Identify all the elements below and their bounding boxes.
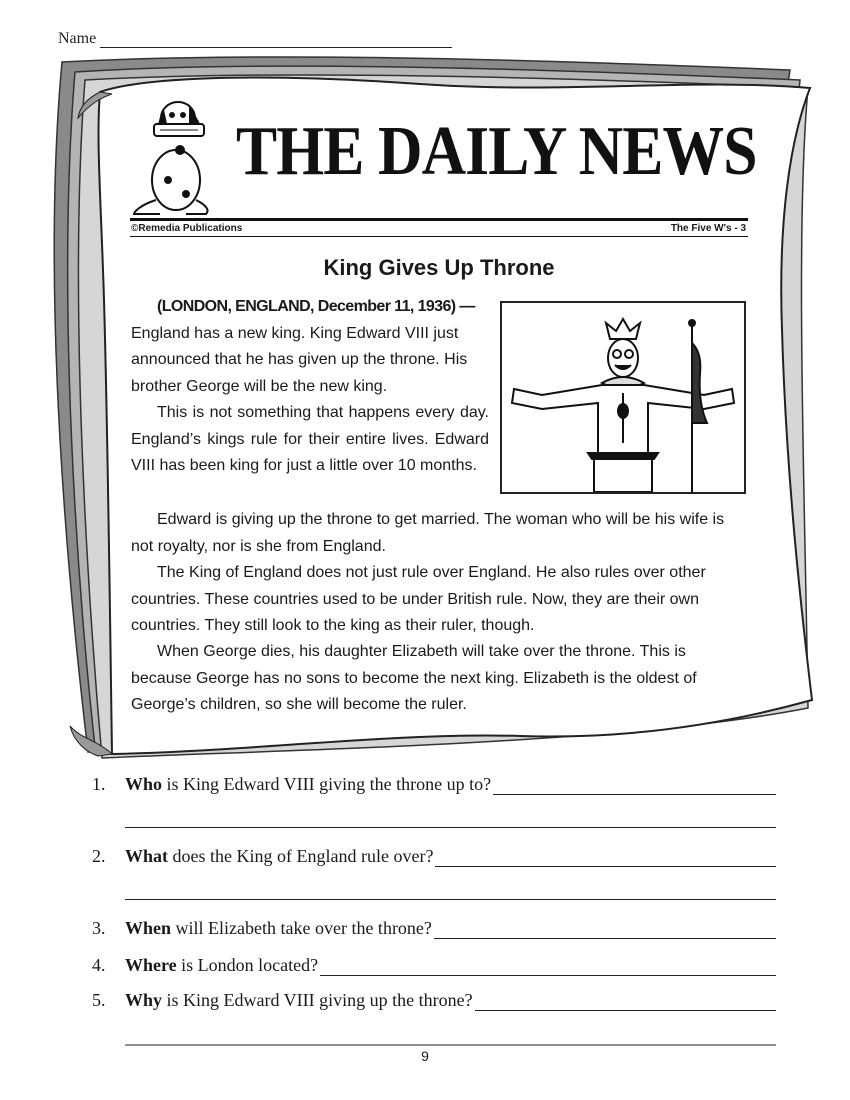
- question-text: [125, 846, 433, 867]
- masthead-rule-top: [130, 218, 748, 221]
- question-number: 3.: [92, 918, 106, 938]
- article-paragraph-1: [131, 294, 489, 400]
- answer-line[interactable]: [475, 992, 776, 1011]
- answer-line[interactable]: [493, 776, 776, 795]
- answer-line[interactable]: [125, 899, 776, 900]
- question-1: [92, 771, 776, 795]
- question-prompt: is London located?: [176, 955, 319, 975]
- question-number: 2.: [92, 846, 106, 866]
- answer-line[interactable]: [320, 957, 776, 976]
- question-text: [125, 955, 318, 976]
- page-number: 9: [421, 1048, 429, 1064]
- question-keyword: What: [125, 846, 169, 866]
- question-4: [92, 952, 776, 976]
- article-paragraph-3: Edward is giving up the throne to get married. The woman who will be his wife is not royalty, nor is she from England.: [131, 511, 725, 555]
- question-3: [92, 915, 776, 939]
- question-keyword: Who: [125, 774, 163, 794]
- question-prompt: will Elizabeth take over the throne?: [171, 918, 432, 938]
- answer-line[interactable]: [434, 920, 776, 939]
- question-text: [125, 774, 491, 795]
- paragraph-text: England has a new king. King Edward VIII just announced that he has given up the throne. His brother George will be the new king.: [131, 324, 468, 395]
- question-prompt: does the King of England rule over?: [168, 846, 434, 866]
- question-text: [125, 918, 432, 939]
- question-number: 5.: [92, 990, 106, 1010]
- article-headline: King Gives Up Throne: [323, 255, 555, 280]
- question-keyword: When: [125, 918, 172, 938]
- publisher-credit: ©Remedia Publications: [131, 223, 243, 234]
- masthead-rule-bottom: [130, 236, 748, 237]
- article-paragraph-5: When George dies, his daughter Elizabeth will take over the throne. This is because George has no sons to become the next king. Elizabeth is the oldest of George’s children, so she will become the ruler.: [131, 643, 697, 713]
- answer-line[interactable]: [125, 827, 776, 828]
- question-number: 4.: [92, 955, 106, 975]
- question-text: [125, 990, 473, 1011]
- question-prompt: is King Edward VIII giving the throne up to?: [162, 774, 492, 794]
- question-number: 1.: [92, 774, 106, 794]
- name-label: Name: [58, 30, 97, 47]
- king-at-podium-icon: [502, 303, 744, 492]
- article-dateline: (LONDON, ENGLAND, December 11, 1936) —: [157, 298, 475, 315]
- question-2: [92, 843, 776, 867]
- king-illustration: [500, 301, 746, 494]
- question-prompt: is King Edward VIII giving up the throne?: [162, 990, 473, 1010]
- article-paragraph-2: This is not something that happens every day. England’s kings rule for their entire lives. Edward VIII has been king for just a little over 10 months.: [131, 404, 489, 474]
- newspaper-title: THE DAILY NEWS: [236, 113, 757, 190]
- question-keyword: Where: [125, 955, 177, 975]
- question-5: [92, 987, 776, 1011]
- question-keyword: Why: [125, 990, 163, 1010]
- answer-line[interactable]: [435, 848, 776, 867]
- worksheet-section: The Five W's - 3: [670, 223, 746, 234]
- article-paragraph-4: The King of England does not just rule over England. He also rules over other countries. These countries used to be under British rule. Now, they are their own countries. They still look to the king as their ruler, though.: [131, 564, 706, 634]
